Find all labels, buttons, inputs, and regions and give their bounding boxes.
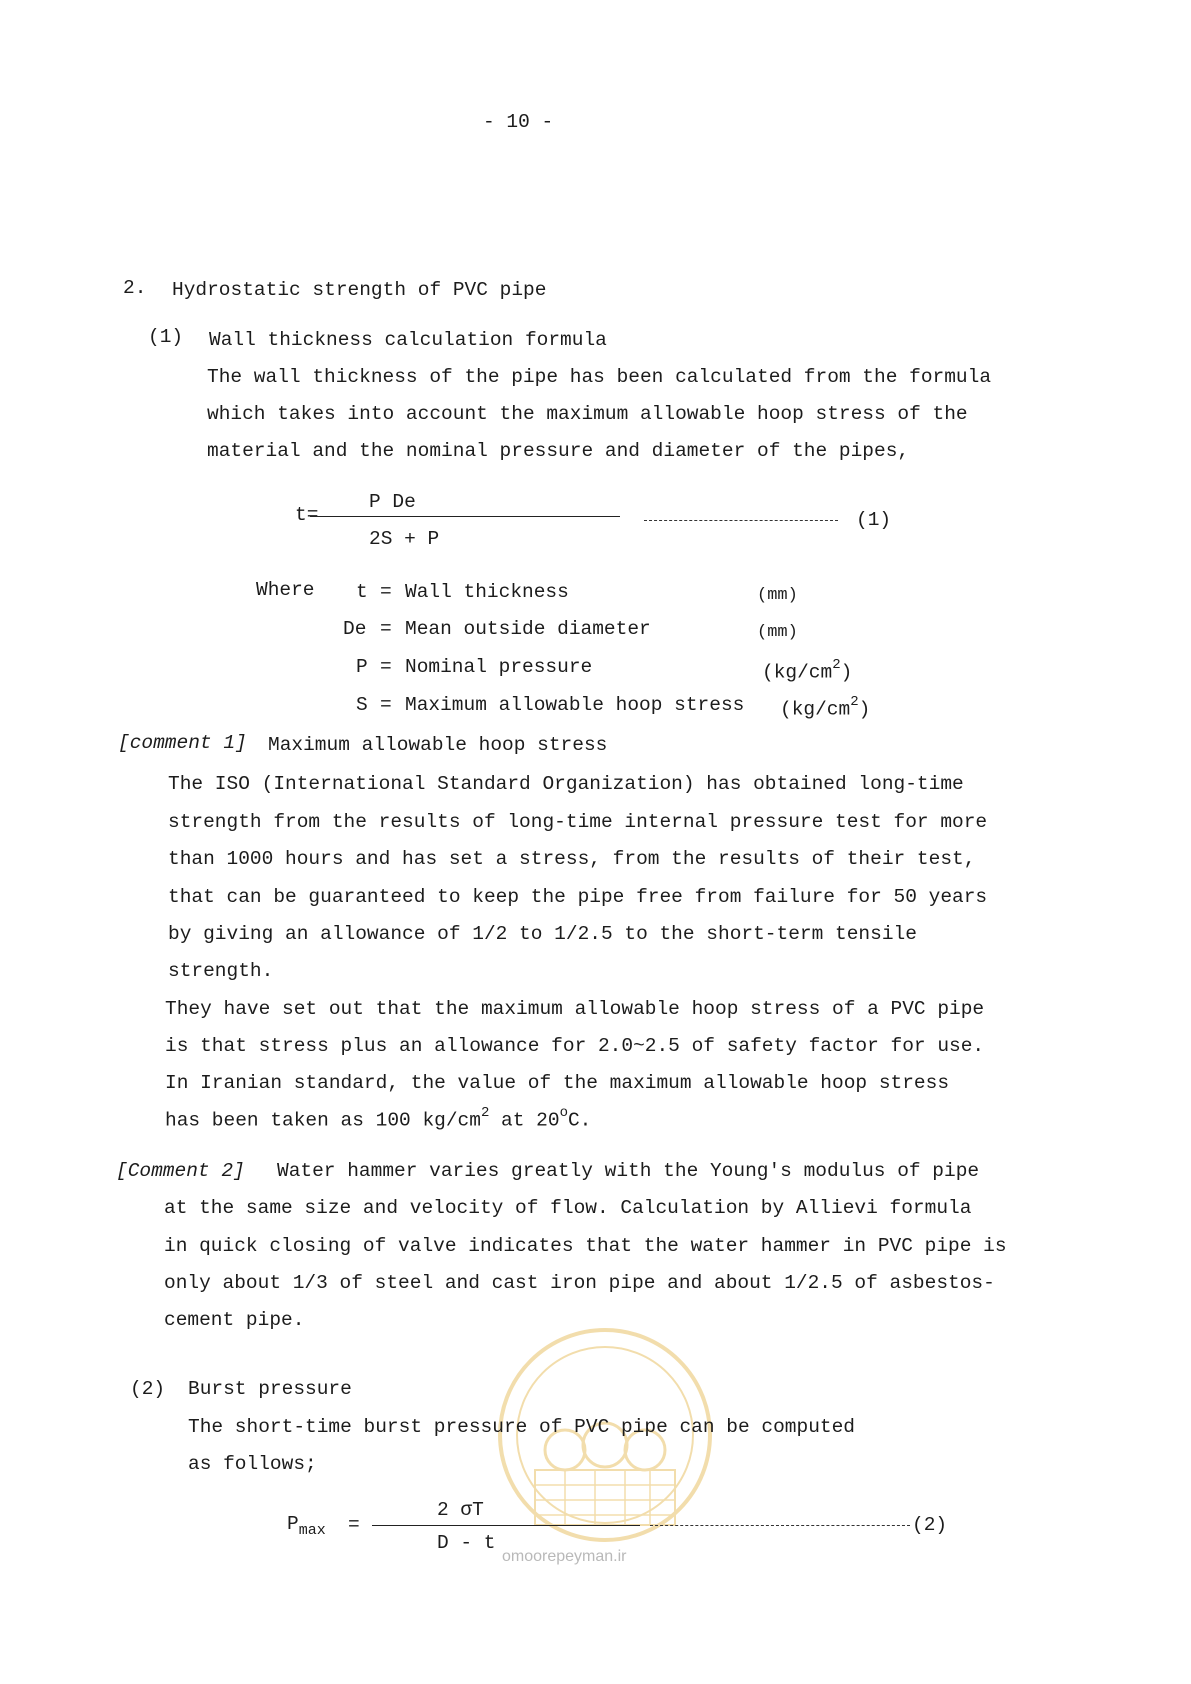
leader-dashes [644,520,838,521]
comment-2-tag: [Comment 2] [116,1160,245,1182]
formula-2-denominator: D - t [437,1532,496,1554]
paragraph-line: In Iranian standard, the value of the maximum allowable hoop stress [165,1072,950,1094]
formula-1-lhs: t= [295,504,319,526]
paragraph-line: at the same size and velocity of flow. Calculation by Allievi formula [164,1197,972,1219]
paragraph-line: that can be guaranteed to keep the pipe free from failure for 50 years [168,886,988,908]
var-description: Wall thickness [405,581,569,603]
var-eq: = [380,618,392,640]
page-number: - 10 - [483,111,554,133]
section-title: Hydrostatic strength of PVC pipe [172,279,547,301]
formula-1-ref: (1) [856,509,892,531]
var-description: Nominal pressure [405,656,593,678]
leader-dashes [650,1525,910,1526]
formula-2-ref: (2) [912,1514,948,1536]
var-symbol: S [356,694,368,716]
paragraph-line: than 1000 hours and has set a stress, from the results of their test, [168,848,976,870]
fraction-bar [372,1525,640,1526]
paragraph-line: only about 1/3 of steel and cast iron pipe and about 1/2.5 of asbestos- [164,1272,995,1294]
paragraph-line: The ISO (International Standard Organization) has obtained long-time [168,773,964,795]
formula-1-denominator: 2S + P [369,528,440,550]
where-label: Where [256,579,315,601]
var-eq: = [380,581,392,603]
formula-2-eq: = [348,1514,360,1536]
paragraph-line: in quick closing of valve indicates that the water hammer in PVC pipe is [164,1235,1007,1257]
section-number: 2. [123,277,147,299]
formula-1-numerator: P De [369,491,416,513]
paragraph-line: which takes into account the maximum allowable hoop stress of the [207,403,968,425]
paragraph-line: strength. [168,960,274,982]
paragraph-line: as follows; [188,1453,317,1475]
subsection-2-title: Burst pressure [188,1378,352,1400]
fraction-bar [310,516,620,517]
paragraph-line: by giving an allowance of 1/2 to 1/2.5 to the short-term tensile [168,923,917,945]
paragraph-line: Water hammer varies greatly with the Young's modulus of pipe [277,1160,980,1182]
paragraph-line: is that stress plus an allowance for 2.0~2.5 of safety factor for use. [165,1035,985,1057]
var-unit: (mm) [757,586,798,605]
paragraph-line: cement pipe. [164,1309,305,1331]
watermark-url: omoorepeyman.ir [502,1548,627,1565]
comment-1-title: Maximum allowable hoop stress [268,734,608,756]
var-symbol: t [356,581,368,603]
comment-1-tag: [comment 1] [118,732,247,754]
var-symbol: P [356,656,368,678]
var-unit: (mm) [757,623,798,642]
var-unit: $(kg/cm^2)$ [762,657,853,684]
subsection-1-number: (1) [148,326,184,348]
var-unit: $(kg/cm^2)$ [780,694,871,721]
paragraph-line: The short-time burst pressure of PVC pipe can be computed [188,1416,856,1438]
formula-2-numerator: 2 σT [437,1499,484,1521]
paragraph-line: material and the nominal pressure and diameter of the pipes, [207,440,910,462]
formula-2-lhs: $P_{max}$ [287,1513,326,1539]
subsection-1-title: Wall thickness calculation formula [209,329,607,351]
var-symbol: De [343,618,367,640]
var-eq: = [380,694,392,716]
subsection-2-number: (2) [130,1378,166,1400]
var-description: Mean outside diameter [405,618,651,640]
paragraph-line: strength from the results of long-time internal pressure test for more [168,811,988,833]
var-description: Maximum allowable hoop stress [405,694,745,716]
paragraph-line: The wall thickness of the pipe has been calculated from the formula [207,366,992,388]
paragraph-line: has been taken as 100 $kg/cm^2$ at 20$^o$C. [165,1105,592,1132]
paragraph-line: They have set out that the maximum allowable hoop stress of a PVC pipe [165,998,985,1020]
var-eq: = [380,656,392,678]
